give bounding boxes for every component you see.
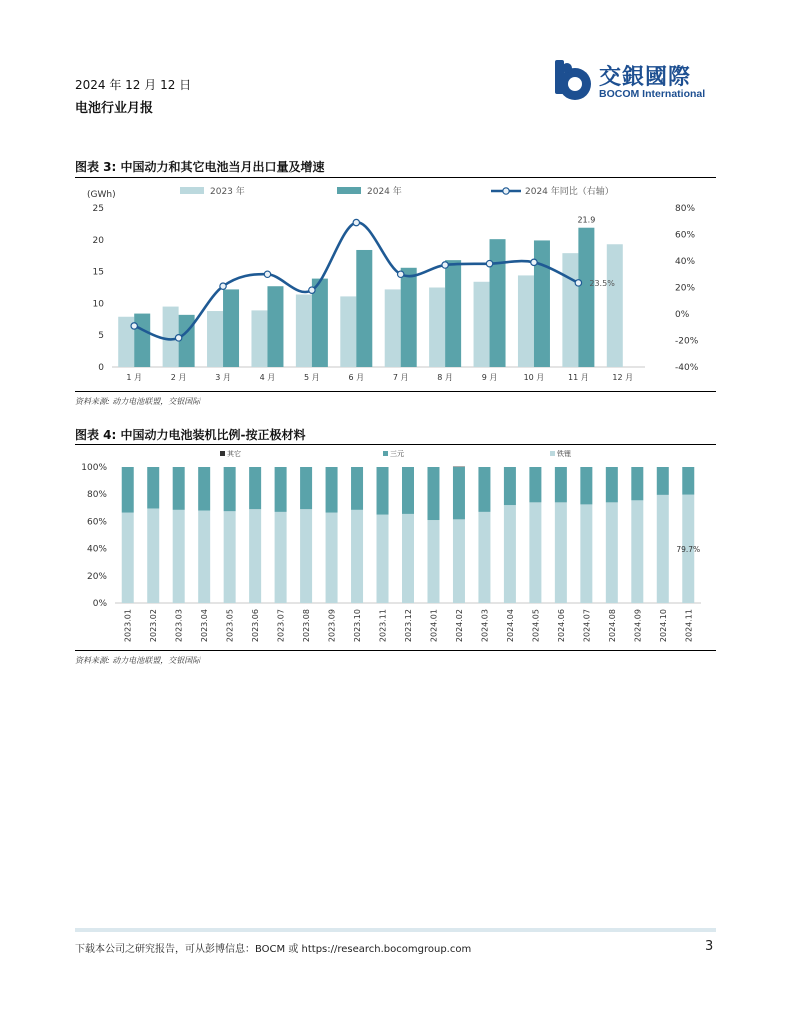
figure4-source: 资料来源: 动力电池联盟，交银国际 (75, 656, 201, 665)
report-date: 2024 年 12 月 12 日 (75, 78, 192, 92)
stacked-bar-ncm (427, 467, 439, 520)
stacked-bar-ncm (173, 467, 185, 510)
x-tick-label: 2023.08 (302, 609, 312, 643)
y-tick-label: 0 (98, 363, 104, 373)
y-tick-label: 20 (92, 235, 104, 246)
yoy-point (442, 262, 448, 268)
data-label-lfp-nov: 79.7% (676, 544, 701, 554)
stacked-bar-lfp (351, 510, 363, 603)
y-tick-label: 15 (92, 267, 104, 278)
stacked-bar-ncm (249, 467, 261, 509)
stacked-bar-lfp (478, 512, 490, 603)
x-tick-label: 2023.10 (353, 609, 363, 643)
chart-cathode-share (75, 446, 716, 650)
y-tick-label: 20% (86, 571, 107, 582)
legend-swatch-0 (550, 451, 555, 456)
x-tick-label: 2024.03 (480, 609, 490, 643)
bocom-logo-icon (553, 58, 599, 104)
bar-2023 (429, 288, 445, 368)
stacked-bar-lfp (224, 511, 236, 603)
y2-tick-label: -40% (675, 363, 699, 373)
bar-2023 (207, 311, 223, 367)
y-tick-label: 40% (86, 544, 107, 555)
stacked-bar-lfp (377, 515, 389, 603)
x-tick-label: 10 月 (523, 373, 545, 382)
stacked-bar-ncm (351, 467, 363, 510)
legend-label-0: 铁锂 (557, 450, 571, 458)
bar-2024 (179, 315, 195, 367)
y2-tick-label: 80% (675, 204, 696, 214)
x-tick-label: 2023.06 (251, 609, 261, 643)
stacked-bar-ncm (657, 467, 669, 495)
stacked-bar-lfp (402, 514, 414, 603)
bar-2024 (445, 260, 461, 367)
stacked-bar-lfp (427, 520, 439, 603)
stacked-bar-lfp (249, 509, 261, 603)
stacked-bar-ncm (606, 467, 618, 502)
stacked-bar-lfp (326, 513, 338, 603)
yoy-point (175, 335, 181, 341)
x-tick-label: 2024.07 (582, 609, 592, 643)
x-tick-label: 2024.10 (658, 609, 668, 643)
legend-swatch-1 (383, 451, 388, 456)
x-tick-label: 7 月 (392, 373, 409, 382)
legend-marker-2 (503, 188, 509, 194)
bar-2023 (251, 310, 267, 367)
yoy-point (531, 259, 537, 265)
stacked-bar-ncm (580, 467, 592, 504)
y-tick-label: 100% (81, 463, 107, 473)
legend-swatch-0 (180, 187, 204, 194)
bar-2023 (518, 275, 534, 367)
y-tick-label: 60% (86, 517, 107, 528)
y2-tick-label: 60% (675, 230, 696, 241)
stacked-bar-lfp (453, 519, 465, 603)
x-tick-label: 3 月 (215, 373, 231, 382)
y2-tick-label: -20% (675, 336, 699, 347)
x-tick-label: 2024.08 (607, 609, 617, 643)
figure3-source: 资料来源: 动力电池联盟，交银国际 (75, 397, 201, 406)
legend-swatch-1 (337, 187, 361, 194)
yoy-point (309, 287, 315, 293)
yoy-point (131, 323, 137, 329)
stacked-bar-lfp (504, 505, 516, 603)
stacked-bar-ncm (555, 467, 567, 502)
y-tick-label: 0% (92, 599, 107, 609)
bar-2023 (474, 282, 490, 367)
bar-2023 (296, 294, 312, 367)
bar-2023 (562, 253, 578, 367)
x-tick-label: 2023.01 (123, 609, 133, 643)
bar-2023 (385, 289, 401, 367)
logo-chinese-text: 交銀國際 (599, 65, 692, 90)
y-tick-label: 10 (92, 299, 104, 310)
stacked-bar-lfp (631, 500, 643, 603)
x-tick-label: 2023.11 (378, 609, 388, 643)
x-tick-label: 2023.03 (174, 609, 184, 643)
y-tick-label: 25 (92, 204, 104, 214)
stacked-bar-lfp (147, 508, 159, 603)
figure3-bottom-rule (75, 391, 716, 392)
yoy-point (486, 260, 492, 266)
stacked-bar-lfp (198, 511, 210, 603)
x-tick-label: 1 月 (126, 373, 143, 382)
bar-2024 (401, 268, 417, 367)
legend-label-0: 2023 年 (210, 187, 245, 197)
y-axis-unit-label: (GWh) (87, 190, 116, 200)
yoy-point (575, 280, 581, 286)
stacked-bar-ncm (122, 467, 134, 513)
yoy-point (220, 283, 226, 289)
x-tick-label: 4 月 (259, 373, 276, 382)
stacked-bar-ncm (682, 467, 694, 495)
logo-english-text: BOCOM International (599, 88, 706, 100)
stacked-bar-ncm (224, 467, 236, 511)
chart-battery-exports (75, 180, 716, 392)
x-tick-label: 2024.01 (429, 609, 439, 643)
stacked-bar-lfp (275, 512, 287, 603)
bar-2024 (223, 289, 239, 367)
legend-label-1: 2024 年 (367, 187, 402, 197)
stacked-bar-ncm (504, 467, 516, 505)
bar-2024 (267, 286, 283, 367)
y-tick-label: 5 (98, 331, 104, 342)
bar-2023 (340, 296, 356, 367)
bar-2024 (490, 239, 506, 367)
x-tick-label: 2023.04 (200, 609, 210, 643)
yoy-point (264, 271, 270, 277)
stacked-bar-ncm (147, 467, 159, 508)
x-tick-label: 2024.04 (505, 609, 515, 643)
legend-label-2: 其它 (227, 450, 241, 458)
bar-2024 (356, 250, 372, 367)
y-tick-label: 80% (86, 490, 107, 501)
stacked-bar-ncm (377, 467, 389, 515)
x-tick-label: 2023.02 (149, 609, 159, 643)
bar-2024 (134, 314, 150, 367)
x-tick-label: 2023.09 (327, 609, 337, 643)
stacked-bar-lfp (122, 513, 134, 603)
data-label-yoy-nov: 23.5% (589, 278, 615, 288)
bar-2023 (607, 244, 623, 367)
stacked-bar-ncm (326, 467, 338, 513)
x-tick-label: 5 月 (304, 373, 320, 382)
x-tick-label: 2024.11 (684, 609, 694, 643)
stacked-bar-ncm (631, 467, 643, 500)
stacked-bar-ncm (402, 467, 414, 514)
x-tick-label: 6 月 (348, 373, 365, 382)
x-tick-label: 2 月 (170, 373, 187, 382)
data-label-2024-nov: 21.9 (577, 215, 596, 225)
stacked-bar-lfp (529, 502, 541, 603)
x-tick-label: 9 月 (481, 373, 498, 382)
figure4-bottom-rule (75, 650, 716, 651)
legend-label-2: 2024 年同比（右轴） (525, 187, 614, 197)
bocom-logo (553, 58, 723, 104)
report-title: 电池行业月报 (75, 101, 154, 116)
x-tick-label: 8 月 (437, 373, 453, 382)
stacked-bar-lfp (555, 502, 567, 603)
stacked-bar-ncm (453, 467, 465, 519)
x-tick-label: 2023.07 (276, 609, 286, 643)
stacked-bar-lfp (580, 504, 592, 603)
x-tick-label: 2024.09 (633, 609, 643, 643)
stacked-bar-ncm (529, 467, 541, 502)
y2-tick-label: 40% (675, 257, 696, 267)
x-tick-label: 12 月 (612, 373, 634, 382)
stacked-bar-ncm (300, 467, 312, 509)
bar-2024 (578, 228, 594, 367)
x-tick-label: 11 月 (568, 373, 589, 382)
footer-text: 下载本公司之研究报告，可从彭博信息：BOCM 或 https://research.bocomgroup.com (75, 944, 472, 955)
stacked-bar-ncm (478, 467, 490, 512)
stacked-bar-lfp (173, 510, 185, 603)
stacked-bar-ncm (198, 467, 210, 511)
yoy-point (353, 219, 359, 225)
y2-tick-label: 20% (675, 283, 696, 294)
x-tick-label: 2023.12 (404, 609, 413, 643)
y2-tick-label: 0% (675, 310, 690, 320)
stacked-bar-ncm (275, 467, 287, 512)
stacked-bar-lfp (300, 509, 312, 603)
figure4-title: 图表 4: 中国动力电池装机比例-按正极材料 (75, 428, 306, 442)
x-tick-label: 2024.05 (531, 609, 541, 643)
page-number: 3 (705, 939, 714, 954)
legend-label-1: 三元 (390, 450, 404, 458)
footer-band (75, 928, 716, 932)
stacked-bar-lfp (657, 495, 669, 603)
x-tick-label: 2024.02 (454, 609, 464, 643)
legend-swatch-2 (220, 451, 225, 456)
yoy-point (398, 271, 404, 277)
stacked-bar-lfp (606, 502, 618, 603)
x-tick-label: 2024.06 (556, 609, 566, 643)
x-tick-label: 2023.05 (225, 609, 235, 643)
figure4-top-rule (75, 444, 716, 445)
figure3-top-rule (75, 177, 716, 178)
figure3-title: 图表 3: 中国动力和其它电池当月出口量及增速 (75, 160, 325, 174)
